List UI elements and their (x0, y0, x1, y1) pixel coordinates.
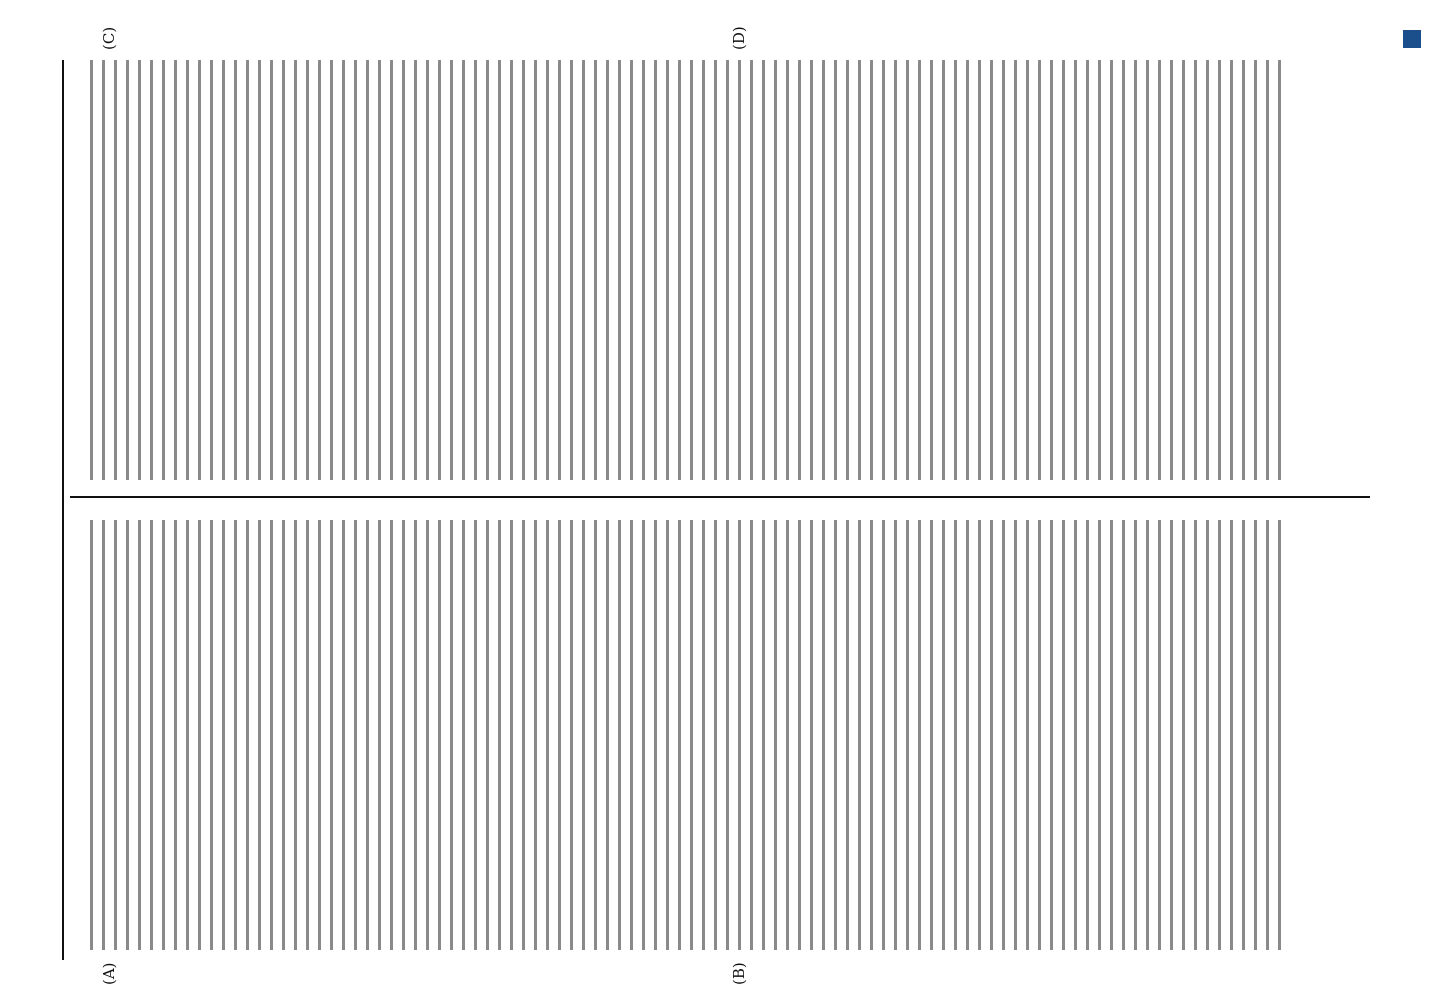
text-line (870, 60, 873, 480)
text-line (1122, 60, 1125, 480)
text-line (450, 60, 453, 480)
text-line (330, 520, 333, 950)
text-line (1074, 520, 1077, 950)
text-line (1026, 60, 1029, 480)
text-line (1050, 60, 1053, 480)
text-line (222, 520, 225, 950)
text-line (990, 60, 993, 480)
text-line (510, 60, 513, 480)
column-divider (70, 496, 1370, 498)
text-line (1230, 520, 1233, 950)
text-line (642, 520, 645, 950)
text-line (1206, 520, 1209, 950)
text-line (666, 520, 669, 950)
text-line (438, 60, 441, 480)
text-line (414, 60, 417, 480)
text-line (1230, 60, 1233, 480)
text-line (462, 60, 465, 480)
text-line (546, 520, 549, 950)
text-line (726, 60, 729, 480)
text-line (1050, 520, 1053, 950)
text-line (630, 60, 633, 480)
text-line (678, 60, 681, 480)
text-column-right (90, 60, 1281, 480)
text-line (786, 520, 789, 950)
text-line (522, 60, 525, 480)
text-line (150, 520, 153, 950)
text-line (138, 520, 141, 950)
text-line (906, 520, 909, 950)
text-line (258, 60, 261, 480)
text-line (1218, 60, 1221, 480)
text-line (546, 60, 549, 480)
text-line (786, 60, 789, 480)
text-line (690, 520, 693, 950)
margin-letter-c: (C) (100, 26, 118, 50)
text-line (858, 520, 861, 950)
text-line (318, 520, 321, 950)
text-line (882, 60, 885, 480)
text-line (222, 60, 225, 480)
text-line (246, 60, 249, 480)
text-line (126, 520, 129, 950)
text-line (1158, 520, 1161, 950)
text-line (654, 60, 657, 480)
text-line (906, 60, 909, 480)
header-rule (62, 60, 64, 960)
text-line (174, 520, 177, 950)
text-line (798, 60, 801, 480)
text-line (90, 520, 93, 950)
text-line (1014, 520, 1017, 950)
margin-letter-d: (D) (730, 26, 748, 50)
text-line (198, 60, 201, 480)
text-line (486, 520, 489, 950)
text-line (714, 520, 717, 950)
text-line (930, 520, 933, 950)
text-line (990, 520, 993, 950)
text-line (114, 520, 117, 950)
text-line (1242, 60, 1245, 480)
text-line (1218, 520, 1221, 950)
text-line (294, 520, 297, 950)
text-line (594, 60, 597, 480)
text-line (234, 520, 237, 950)
text-line (618, 520, 621, 950)
text-line (378, 60, 381, 480)
text-line (1158, 60, 1161, 480)
text-line (858, 60, 861, 480)
text-line (1254, 520, 1257, 950)
text-line (738, 520, 741, 950)
text-line (978, 60, 981, 480)
text-line (798, 520, 801, 950)
text-line (954, 60, 957, 480)
text-line (342, 60, 345, 480)
text-line (606, 60, 609, 480)
text-line (234, 60, 237, 480)
text-line (1182, 60, 1185, 480)
text-line (162, 60, 165, 480)
text-line (966, 520, 969, 950)
text-line (1110, 60, 1113, 480)
text-line (606, 520, 609, 950)
text-line (978, 520, 981, 950)
text-line (894, 520, 897, 950)
text-line (678, 520, 681, 950)
text-line (1026, 520, 1029, 950)
text-line (534, 520, 537, 950)
text-line (426, 60, 429, 480)
text-line (618, 60, 621, 480)
text-line (1062, 60, 1065, 480)
text-line (1278, 520, 1281, 950)
text-line (306, 520, 309, 950)
text-line (570, 60, 573, 480)
text-line (390, 60, 393, 480)
text-line (90, 60, 93, 480)
text-line (1086, 520, 1089, 950)
text-line (258, 520, 261, 950)
text-line (630, 520, 633, 950)
text-line (174, 60, 177, 480)
text-line (522, 520, 525, 950)
text-line (570, 520, 573, 950)
text-line (474, 520, 477, 950)
text-line (762, 520, 765, 950)
text-line (582, 520, 585, 950)
text-line (834, 60, 837, 480)
text-line (594, 520, 597, 950)
text-line (1170, 60, 1173, 480)
text-line (378, 520, 381, 950)
text-line (702, 60, 705, 480)
text-line (1134, 520, 1137, 950)
text-line (810, 60, 813, 480)
margin-letter-b: (B) (730, 962, 748, 985)
text-line (1074, 60, 1077, 480)
text-line (270, 520, 273, 950)
text-line (102, 520, 105, 950)
text-line (498, 60, 501, 480)
text-line (366, 520, 369, 950)
text-line (642, 60, 645, 480)
text-line (942, 60, 945, 480)
text-line (186, 60, 189, 480)
text-line (390, 520, 393, 950)
text-line (366, 60, 369, 480)
text-line (306, 60, 309, 480)
text-line (726, 520, 729, 950)
text-line (846, 60, 849, 480)
text-line (1062, 520, 1065, 950)
text-line (762, 60, 765, 480)
text-line (918, 520, 921, 950)
text-line (966, 60, 969, 480)
text-line (1266, 60, 1269, 480)
text-line (810, 520, 813, 950)
text-line (1038, 60, 1041, 480)
text-line (150, 60, 153, 480)
text-line (714, 60, 717, 480)
text-line (1194, 60, 1197, 480)
text-line (1110, 520, 1113, 950)
text-line (402, 60, 405, 480)
text-line (930, 60, 933, 480)
text-line (282, 520, 285, 950)
text-line (318, 60, 321, 480)
text-line (138, 60, 141, 480)
text-line (750, 520, 753, 950)
text-line (114, 60, 117, 480)
text-line (330, 60, 333, 480)
text-line (462, 520, 465, 950)
text-line (1182, 520, 1185, 950)
text-line (498, 520, 501, 950)
text-line (1254, 60, 1257, 480)
text-line (198, 520, 201, 950)
text-line (738, 60, 741, 480)
text-line (1098, 60, 1101, 480)
text-line (294, 60, 297, 480)
text-line (1170, 520, 1173, 950)
text-line (822, 520, 825, 950)
text-line (1278, 60, 1281, 480)
text-line (942, 520, 945, 950)
text-line (702, 520, 705, 950)
text-line (870, 520, 873, 950)
text-line (450, 520, 453, 950)
text-line (882, 520, 885, 950)
text-line (1242, 520, 1245, 950)
text-line (414, 520, 417, 950)
text-line (1146, 520, 1149, 950)
text-line (894, 60, 897, 480)
text-line (354, 60, 357, 480)
text-line (774, 60, 777, 480)
text-line (654, 520, 657, 950)
text-line (1266, 520, 1269, 950)
text-line (210, 60, 213, 480)
text-line (210, 520, 213, 950)
text-line (426, 520, 429, 950)
text-line (582, 60, 585, 480)
text-line (1122, 520, 1125, 950)
text-line (666, 60, 669, 480)
text-line (186, 520, 189, 950)
text-line (1038, 520, 1041, 950)
text-line (510, 520, 513, 950)
text-line (1098, 520, 1101, 950)
text-line (1134, 60, 1137, 480)
text-line (474, 60, 477, 480)
text-line (1002, 60, 1005, 480)
text-line (438, 520, 441, 950)
text-line (558, 520, 561, 950)
text-line (1002, 520, 1005, 950)
text-column-left (90, 520, 1281, 950)
text-line (354, 520, 357, 950)
text-line (750, 60, 753, 480)
text-line (1194, 520, 1197, 950)
text-line (246, 520, 249, 950)
text-line (1206, 60, 1209, 480)
text-line (162, 520, 165, 950)
text-line (270, 60, 273, 480)
text-line (690, 60, 693, 480)
text-line (774, 520, 777, 950)
text-line (282, 60, 285, 480)
text-line (534, 60, 537, 480)
text-line (1086, 60, 1089, 480)
text-line (102, 60, 105, 480)
text-line (126, 60, 129, 480)
text-line (558, 60, 561, 480)
text-line (918, 60, 921, 480)
text-line (1014, 60, 1017, 480)
text-line (822, 60, 825, 480)
text-line (342, 520, 345, 950)
dfg-logo (1403, 30, 1421, 48)
text-line (954, 520, 957, 950)
text-line (1146, 60, 1149, 480)
text-line (834, 520, 837, 950)
text-line (402, 520, 405, 950)
text-line (486, 60, 489, 480)
margin-letter-a: (A) (100, 962, 118, 985)
text-line (846, 520, 849, 950)
